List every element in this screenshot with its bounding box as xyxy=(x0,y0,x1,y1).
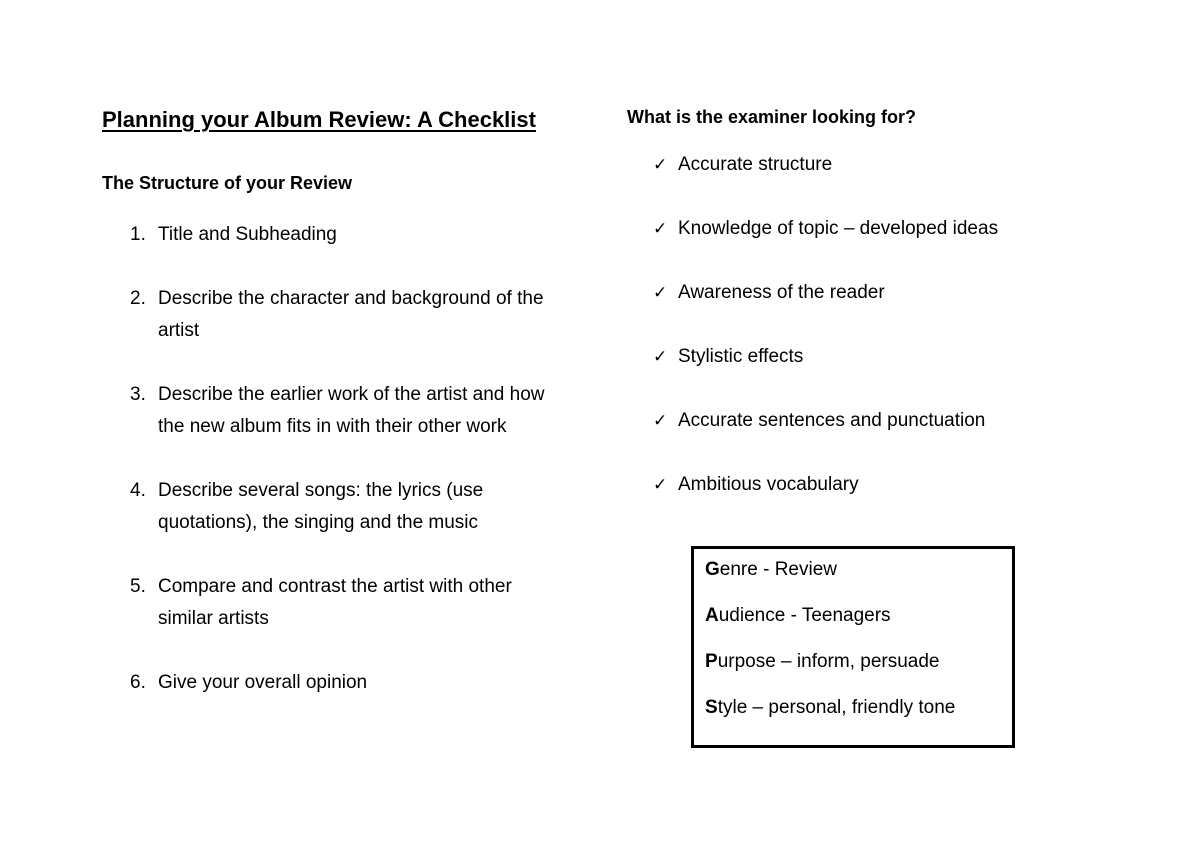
list-item-number: 6. xyxy=(130,672,146,693)
checklist-item-text: Accurate sentences and punctuation xyxy=(678,410,986,431)
list-item-number: 1. xyxy=(130,224,146,245)
list-item-number: 2. xyxy=(130,288,146,309)
list-item-number: 5. xyxy=(130,576,146,597)
list-item xyxy=(130,571,570,635)
checklist-item xyxy=(653,342,998,372)
checklist-item xyxy=(653,470,998,500)
checklist-item xyxy=(653,214,998,244)
structure-heading: The Structure of your Review xyxy=(102,173,353,193)
list-item xyxy=(130,667,570,699)
structure-list xyxy=(130,219,570,731)
gasp-initial: A xyxy=(705,605,719,626)
list-item-text: Describe the earlier work of the artist and how the new album fits in with their other work xyxy=(158,384,545,437)
checklist-item-text: Accurate structure xyxy=(678,154,833,175)
list-item xyxy=(130,219,570,251)
list-item-text: Title and Subheading xyxy=(158,224,337,245)
checklist-item-text: Knowledge of topic – developed ideas xyxy=(678,218,999,239)
gasp-text: tyle – personal, friendly tone xyxy=(717,697,956,718)
gasp-text: urpose – inform, persuade xyxy=(717,651,940,672)
list-item-text: Describe the character and background of the artist xyxy=(158,288,544,341)
checkmark-icon: ✓ xyxy=(653,155,668,175)
gasp-text: udience - Teenagers xyxy=(718,605,891,626)
list-item-text: Compare and contrast the artist with other similar artists xyxy=(158,576,512,629)
checklist-item xyxy=(653,150,998,180)
gasp-genre xyxy=(705,559,837,581)
gasp-style xyxy=(705,697,955,719)
list-item xyxy=(130,379,570,443)
checklist-item-text: Awareness of the reader xyxy=(678,282,885,303)
checklist-item-text: Stylistic effects xyxy=(678,346,804,367)
list-item-number: 3. xyxy=(130,384,146,405)
list-item-text: Describe several songs: the lyrics (use quotations), the singing and the music xyxy=(158,480,484,533)
gasp-purpose xyxy=(705,651,939,673)
gasp-initial: G xyxy=(705,559,720,580)
checkmark-icon: ✓ xyxy=(653,283,668,303)
list-item-number: 4. xyxy=(130,480,146,501)
gasp-initial: P xyxy=(705,651,718,672)
checklist-item-text: Ambitious vocabulary xyxy=(678,474,859,495)
gasp-initial: S xyxy=(705,697,718,718)
examiner-heading: What is the examiner looking for? xyxy=(627,107,917,127)
list-item xyxy=(130,283,570,347)
checklist-item xyxy=(653,278,998,308)
gasp-text: enre - Review xyxy=(719,559,837,580)
checklist-item xyxy=(653,406,998,436)
examiner-checklist xyxy=(653,150,998,534)
list-item-text: Give your overall opinion xyxy=(158,672,368,693)
checkmark-icon: ✓ xyxy=(653,347,668,367)
gasp-audience xyxy=(705,605,891,627)
checkmark-icon: ✓ xyxy=(653,219,668,239)
gasp-box xyxy=(691,546,1015,748)
checkmark-icon: ✓ xyxy=(653,475,668,495)
checkmark-icon: ✓ xyxy=(653,411,668,431)
list-item xyxy=(130,475,570,539)
page-title: Planning your Album Review: A Checklist xyxy=(102,107,536,132)
